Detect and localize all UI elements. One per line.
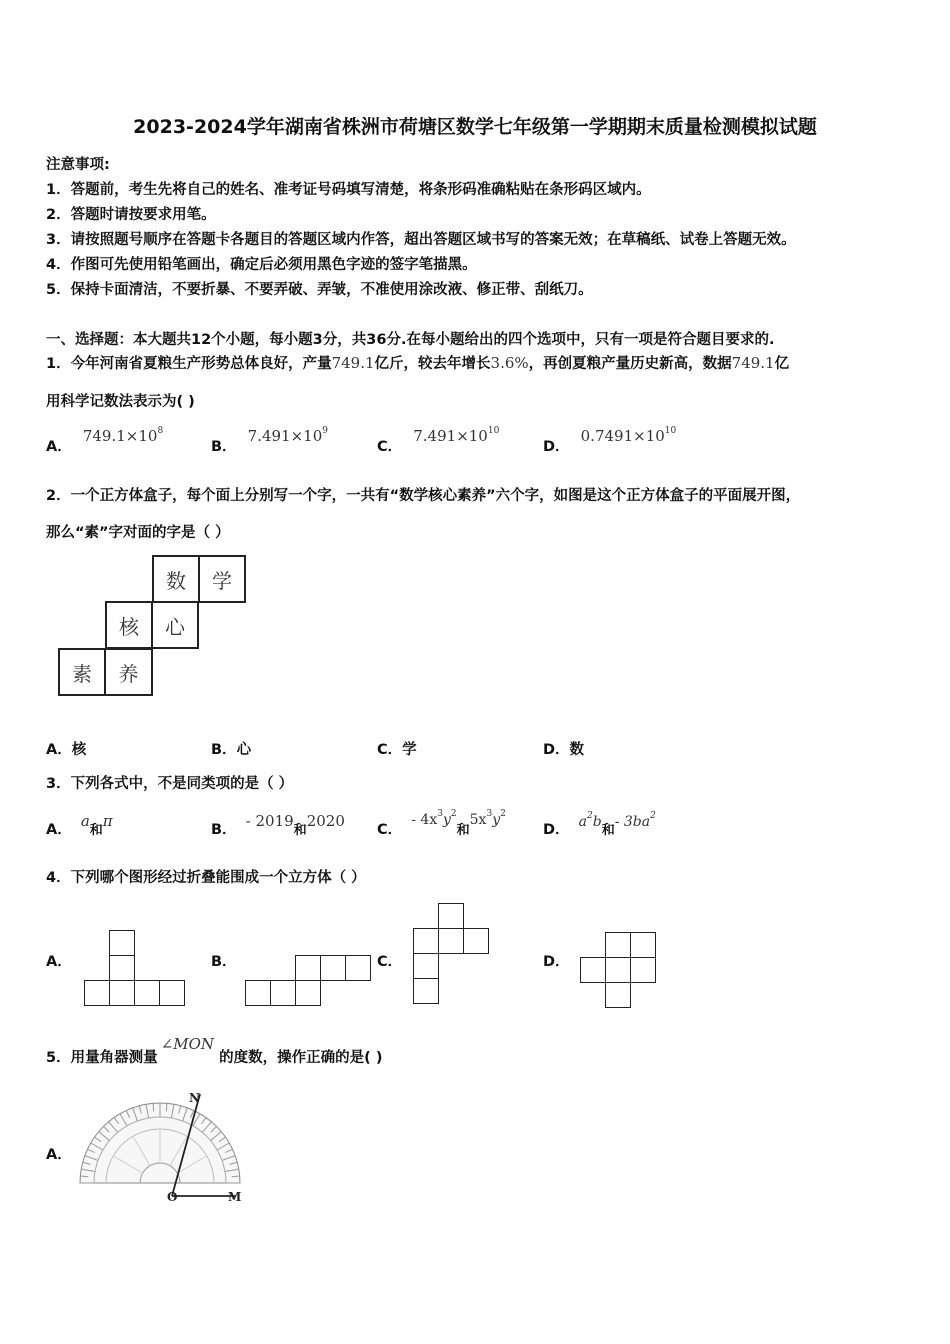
protractor-tick <box>232 1176 240 1177</box>
q4-option-c-label[interactable]: C． <box>377 954 403 970</box>
notice-item: 5．保持卡面清洁，不要折暴、不要弄破、弄皱，不准使用涂改液、修正带、刮纸刀。 <box>46 282 593 298</box>
question-1-line2: 用科学记数法表示为( ) <box>46 394 195 410</box>
protractor <box>80 1103 240 1183</box>
net-cell: 心 <box>151 601 199 649</box>
notice-item: 3．请按照题号顺序在答题卡各题目的答题区域内作答，超出答题区域书写的答案无效；在草稿纸、试卷上答题无效。 <box>46 232 796 248</box>
label-n: N <box>189 1091 200 1105</box>
question-4-stem: 4．下列哪个图形经过折叠能围成一个立方体（ ） <box>46 870 366 886</box>
q1-option-b[interactable]: B． $7.491\times 10^9$ <box>211 426 328 455</box>
notice-item: 1．答题前，考生先将自己的姓名、准考证号码填写清楚，将条形码准确粘贴在条形码区域内。 <box>46 182 651 198</box>
net-cell: 学 <box>198 555 246 603</box>
protractor-tick <box>80 1176 88 1177</box>
protractor-figure[interactable] <box>72 1088 252 1203</box>
q1-option-c[interactable]: C． $7.491\times 10^{10}$ <box>377 426 500 455</box>
net-cell: 核 <box>105 601 153 649</box>
notice-heading: 注意事项: <box>46 157 110 173</box>
net-cell: 数 <box>152 555 200 603</box>
protractor-tick <box>166 1103 167 1111</box>
protractor-tick <box>153 1103 154 1111</box>
q3-option-a[interactable]: A． $a_和\pi$ <box>46 812 113 838</box>
page-title: 2023-2024学年湖南省株洲市荷塘区数学七年级第一学期期末质量检测模拟试题 <box>133 116 817 138</box>
question-2-line1: 2．一个正方体盒子，每个面上分别写一个字，一共有“数学核心素养”六个字，如图是这个正方体盒子的平面展开图， <box>46 488 801 504</box>
q5-option-a-label[interactable]: A． <box>46 1147 72 1163</box>
q4-option-a-label[interactable]: A． <box>46 954 72 970</box>
q2-option-d[interactable]: D．数 <box>543 742 585 758</box>
q2-option-b[interactable]: B．心 <box>211 742 252 758</box>
q4-option-b-label[interactable]: B． <box>211 954 237 970</box>
question-1-line1: 1．今年河南省夏粮生产形势总体良好，产量749.1亿斤，较去年增长3.6%，再创夏粮产量历史新高，数据749.1亿 <box>46 354 790 372</box>
question-3-stem: 3．下列各式中，不是同类项的是（ ） <box>46 776 294 792</box>
q4-option-d-label[interactable]: D． <box>543 954 570 970</box>
notice-item: 2．答题时请按要求用笔。 <box>46 207 216 223</box>
q1-option-d[interactable]: D． $0.7491\times 10^{10}$ <box>543 426 677 455</box>
q1-option-a[interactable]: A． $749.1\times 10^8$ <box>46 426 164 455</box>
net-cell: 素 <box>58 648 106 696</box>
q3-option-c[interactable]: C． - $4x^3y^2_和5x^3y^2$ <box>377 809 506 838</box>
question-5-stem: 5．用量角器测量 ∠MON 的度数，操作正确的是( ) <box>46 1035 383 1066</box>
notice-item: 4．作图可先使用铅笔画出，确定后必须用黑色字迹的签字笔描黑。 <box>46 257 477 273</box>
q2-option-c[interactable]: C．学 <box>377 742 417 758</box>
label-o: O <box>167 1190 178 1203</box>
section-heading: 一、选择题：本大题共12个小题，每小题3分，共36分.在每小题给出的四个选项中，只有一项是符合题目要求的. <box>46 332 775 348</box>
q3-option-b[interactable]: B． - $2019_和2020$ <box>211 812 345 838</box>
label-m: M <box>228 1190 242 1203</box>
q3-option-d[interactable]: D． $a^2b_和-$ $3ba^2$ <box>543 811 656 838</box>
q2-option-a[interactable]: A．核 <box>46 742 87 758</box>
net-cell: 养 <box>104 648 153 696</box>
question-2-line2: 那么“素”字对面的字是（ ） <box>46 525 230 541</box>
